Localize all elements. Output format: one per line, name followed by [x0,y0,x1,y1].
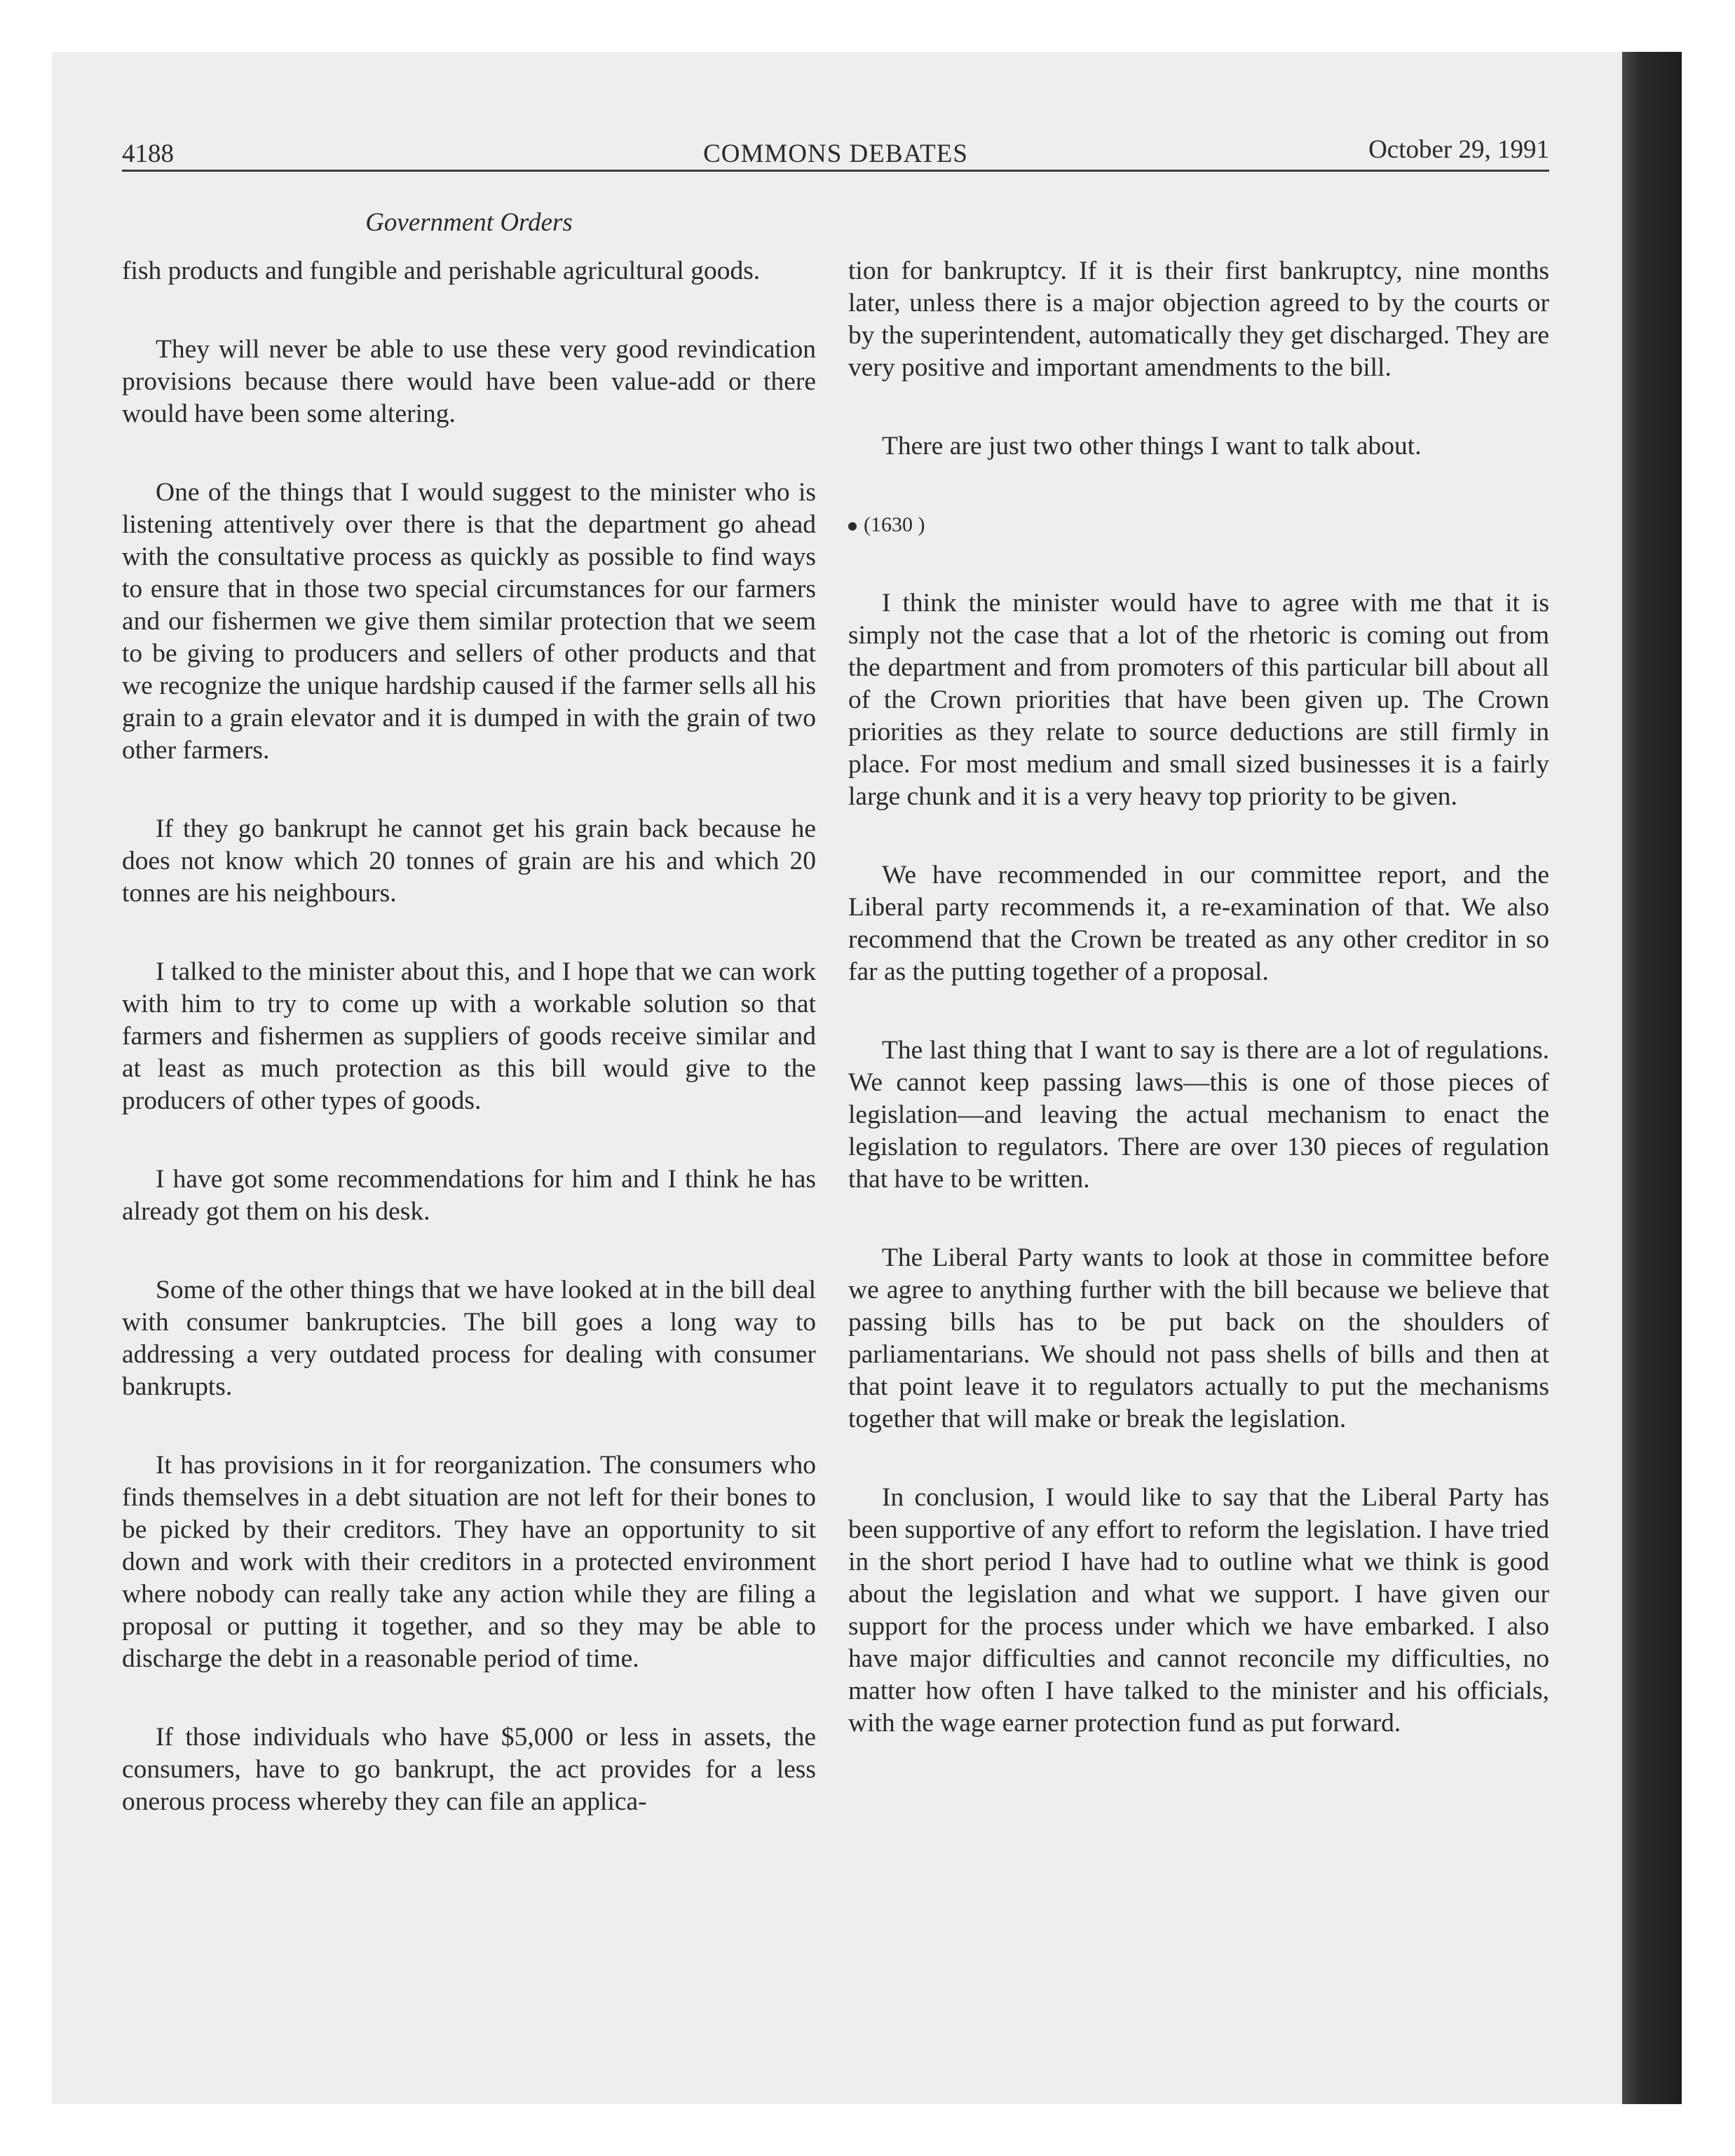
section-heading: Government Orders [365,208,573,237]
scanned-page [52,52,1682,2104]
paragraph: There are just two other things I want to talk about. [882,432,1422,460]
page-number: 4188 [122,139,174,168]
left-column [122,255,816,1864]
running-header [122,129,1549,171]
paragraph: It has provisions in it for reorganization. The consumers who finds themselves in a debt situation are not left for their bones to be picked by their creditors. They have an opportunity to sit down and work with their creditors in a protected environment where nobody can really take any action while they are filing a proposal or putting it together, and so they may be able to discharge the debt in a reasonable period of time. [122,1451,816,1673]
paragraph: They will never be able to use these very good revindication provisions because there would have been value-add or there would have been some altering. [122,335,816,428]
paragraph: fish products and fungible and perishable agricultural goods. [122,257,761,285]
paragraph: I have got some recommendations for him and I think he has already got them on his desk. [122,1165,816,1226]
paragraph: I think the minister would have to agree with me that it is simply not the case that a lot of the rhetoric is coming out from the department and from promoters of this particular bill about all of the Crown priorities that have been given up. The Crown priorities as they relate to source deductions are still firmly in place. For most medium and small sized businesses it is a fairly large chunk and it is a very heavy top priority to be given. [848,589,1549,811]
paragraph: I talked to the minister about this, and I hope that we can work with him to try to come up with a workable solution so that farmers and fishermen as suppliers of goods receive similar and at least as much protection as this bill would give to the producers of other types of goods. [122,957,816,1115]
paragraph: If they go bankrupt he cannot get his grain back because he does not know which 20 tonnes of grain are his and which 20 tonnes are his neighbours. [122,814,816,908]
paragraph: Some of the other things that we have looked at in the bill deal with consumer bankruptcies. The bill goes a long way to addressing a very outdated process for dealing with consumer bankrupts. [122,1276,816,1401]
time-marker [848,509,1549,541]
paragraph: The Liberal Party wants to look at those in committee before we agree to anything further with the bill because we believe that passing bills has to be put back on the shoulders of parliamentarians. We should not pass shells of bills and then at that point leave it to regulators actually to put the mechanisms together that will make or break the legislation. [848,1243,1549,1433]
publication-title: COMMONS DEBATES [703,139,968,168]
paragraph: We have recommended in our committee report, and the Liberal party recommends it, a re-examination of that. We also recommend that the Crown be treated as any other creditor in so far as the putting together of a proposal. [848,861,1549,986]
paragraph: tion for bankruptcy. If it is their first bankruptcy, nine months later, unless there is a major objection agreed to by the courts or by the superintendent, automatically they get discharged. They are very positive and important amendments to the bill. [848,257,1549,382]
bullet-icon [848,522,857,531]
header-rule [122,170,1549,172]
page-edge-shadow [1622,52,1682,2104]
paragraph: The last thing that I want to say is there are a lot of regulations. We cannot keep passing laws—this is one of those pieces of legislation—and leaving the actual mechanism to enact the legislation to regulators. There are over 130 pieces of regulation that have to be written. [848,1036,1549,1194]
right-column [848,255,1549,1786]
paragraph: In conclusion, I would like to say that the Liberal Party has been supportive of any effort to reform the legislation. I have tried in the short period I have had to outline what we think is good about the legislation and what we support. I have given our support for the process under which we have embarked. I also have major difficulties and cannot reconcile my difficulties, no matter how often I have talked to the minister and his officials, with the wage earner protection fund as put forward. [848,1483,1549,1738]
time-marker-text: (1630 ) [864,513,925,536]
issue-date: October 29, 1991 [1368,135,1549,164]
paragraph: If those individuals who have $5,000 or less in assets, the consumers, have to go bankrupt, the act provides for a less onerous process whereby they can file an applica- [122,1723,816,1816]
paragraph: One of the things that I would suggest to the minister who is listening attentively over there is that the department go ahead with the consultative process as quickly as possible to find ways to ensure that in those two special circumstances for our farmers and our fishermen we give them similar protection that we seem to be giving to producers and sellers of other products and that we recognize the unique hardship caused if the farmer sells all his grain to a grain elevator and it is dumped in with the grain of two other farmers. [122,478,816,765]
